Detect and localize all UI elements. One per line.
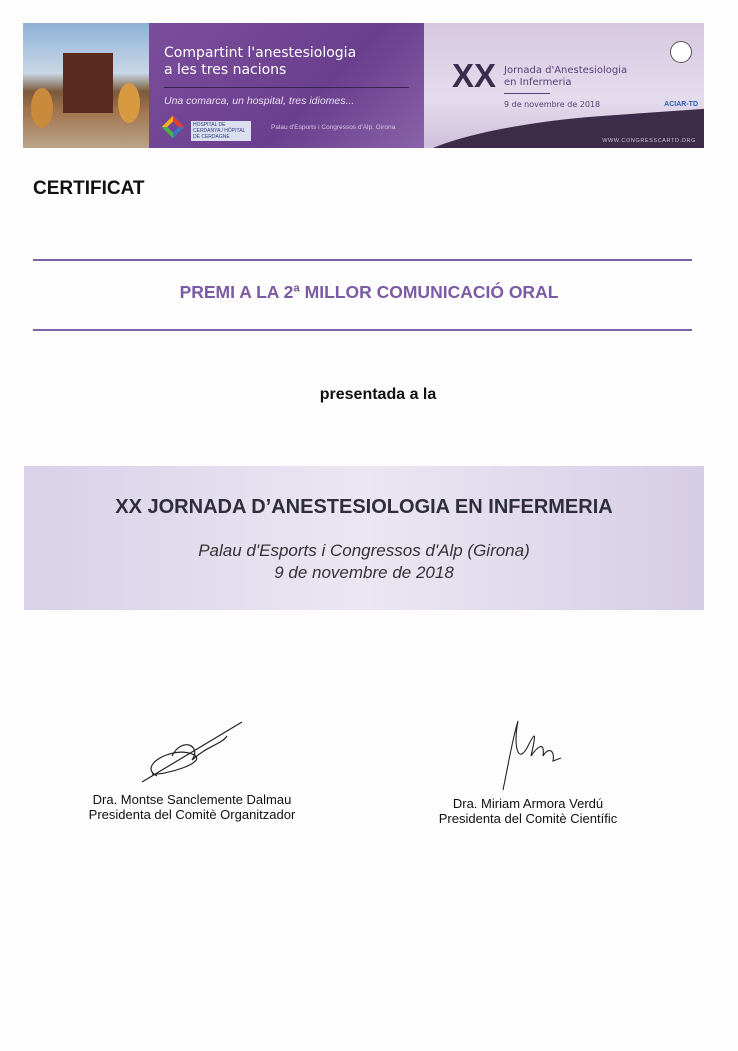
signature-block-organizer — [42, 716, 342, 822]
event-details: Palau d'Esports i Congressos d'Alp (Girona) 9 de novembre de 2018 — [198, 541, 530, 582]
divider — [33, 329, 692, 331]
banner-event-name: Jornada d'Anestesiologia en Infermeria — [504, 65, 628, 88]
banner-subtitle: Una comarca, un hospital, tres idiomes... — [164, 95, 355, 107]
event-box — [24, 466, 704, 610]
banner-title: Compartint l'anestesiologia a les tres nacions — [164, 45, 357, 78]
certificate-heading: CERTIFICAT — [33, 178, 145, 199]
building-photo — [23, 23, 149, 148]
signature-image — [483, 716, 573, 792]
presented-text: presentada a la — [319, 386, 437, 403]
signatory-name: Dra. Montse Sanclemente Dalmau — [92, 792, 292, 807]
hospital-logo-icon — [162, 116, 185, 139]
signatory-name: Dra. Miriam Armora Verdú — [452, 796, 604, 811]
signature-block-scientific — [378, 716, 678, 826]
event-title: XX JORNADA D’ANESTESIOLOGIA EN INFERMERIA — [115, 496, 613, 518]
banner-venue: Palau d'Esports i Congressos d'Alp, Girona — [271, 124, 396, 131]
banner-event-panel — [424, 23, 704, 148]
signature-image — [132, 716, 252, 788]
banner-website: WWW.CONGRESSCARTD.ORG — [602, 138, 696, 144]
header-banner — [23, 23, 704, 148]
banner-date: 9 de novembre de 2018 — [504, 100, 601, 109]
award-title: PREMI A LA 2ª MILLOR COMUNICACIÓ ORAL — [179, 282, 559, 302]
banner-edition: XX — [452, 57, 497, 94]
aciar-logo: ACIAR-TD — [664, 101, 698, 108]
divider — [33, 259, 692, 261]
banner-theme-panel — [149, 23, 424, 148]
society-seal-icon — [670, 41, 692, 63]
hospital-logo-text: HOSPITAL DE CERDANYA / HÔPITAL DE CERDAGNE — [191, 121, 251, 141]
signatory-role: Presidenta del Comitè Organitzador — [88, 807, 296, 822]
signatory-role: Presidenta del Comitè Científic — [438, 811, 618, 826]
